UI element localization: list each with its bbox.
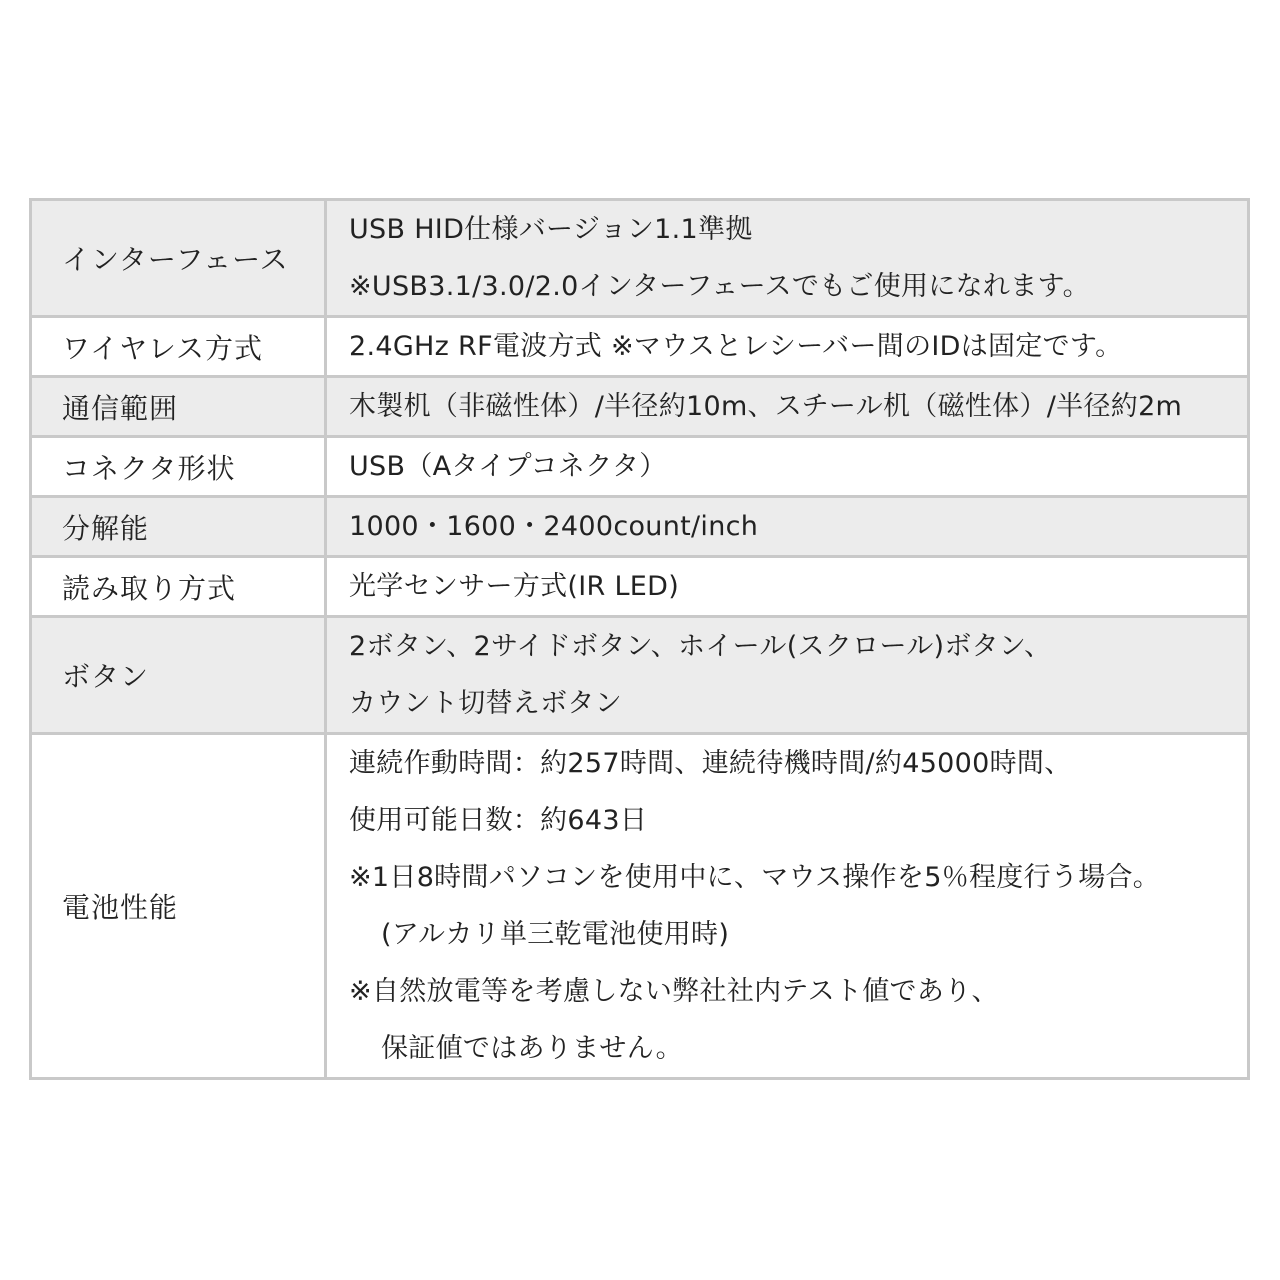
spec-row — [31, 557, 1249, 617]
spec-row — [31, 617, 1249, 734]
spec-value-line: カウント切替えボタン — [349, 688, 622, 719]
spec-row — [31, 377, 1249, 437]
spec-row — [31, 200, 1249, 317]
spec-value-line: ※USB3.1/3.0/2.0インターフェースでもご使用になれます。 — [349, 271, 1090, 302]
spec-value-line: USB HID仕様バージョン1.1準拠 — [349, 214, 753, 245]
spec-label: ワイヤレス方式 — [31, 317, 326, 377]
spec-value-line: USB（Aタイプコネクタ） — [349, 451, 667, 482]
spec-value-line: 光学センサー方式(IR LED) — [349, 571, 680, 602]
spec-value — [326, 497, 1249, 557]
spec-label: 通信範囲 — [31, 377, 326, 437]
spec-value — [326, 557, 1249, 617]
spec-row — [31, 734, 1249, 1079]
spec-value-line: 使用可能日数：約643日 — [349, 805, 648, 836]
spec-value-line: 2.4GHz RF電波方式 ※マウスとレシーバー間のIDは固定です。 — [349, 331, 1123, 362]
spec-label: インターフェース — [31, 200, 326, 317]
spec-row — [31, 437, 1249, 497]
spec-value-line: 1000・1600・2400count/inch — [349, 511, 759, 542]
spec-label: 分解能 — [31, 497, 326, 557]
spec-value-line: (アルカリ単三乾電池使用時) — [381, 919, 730, 950]
spec-value-line: 保証値ではありません。 — [381, 1033, 683, 1064]
spec-row — [31, 497, 1249, 557]
spec-value — [326, 200, 1249, 317]
spec-value — [326, 617, 1249, 734]
spec-value-line: 連続作動時間：約257時間、連続待機時間/約45000時間、 — [349, 748, 1072, 779]
spec-value-line: 2ボタン、2サイドボタン、ホイール(スクロール)ボタン、 — [349, 631, 1052, 662]
spec-label: 電池性能 — [31, 734, 326, 1079]
spec-value — [326, 734, 1249, 1079]
spec-row — [31, 317, 1249, 377]
spec-table-body — [31, 200, 1249, 1079]
spec-value-line: ※1日8時間パソコンを使用中に、マウス操作を5％程度行う場合。 — [349, 862, 1161, 893]
spec-label: 読み取り方式 — [31, 557, 326, 617]
spec-value-line: ※自然放電等を考慮しない弊社社内テスト値であり、 — [349, 976, 999, 1007]
spec-value-line: 木製机（非磁性体）/半径約10m、スチール机（磁性体）/半径約2m — [349, 391, 1183, 422]
spec-value — [326, 317, 1249, 377]
spec-table — [29, 198, 1250, 1080]
spec-value — [326, 437, 1249, 497]
spec-value — [326, 377, 1249, 437]
spec-label: ボタン — [31, 617, 326, 734]
spec-label: コネクタ形状 — [31, 437, 326, 497]
